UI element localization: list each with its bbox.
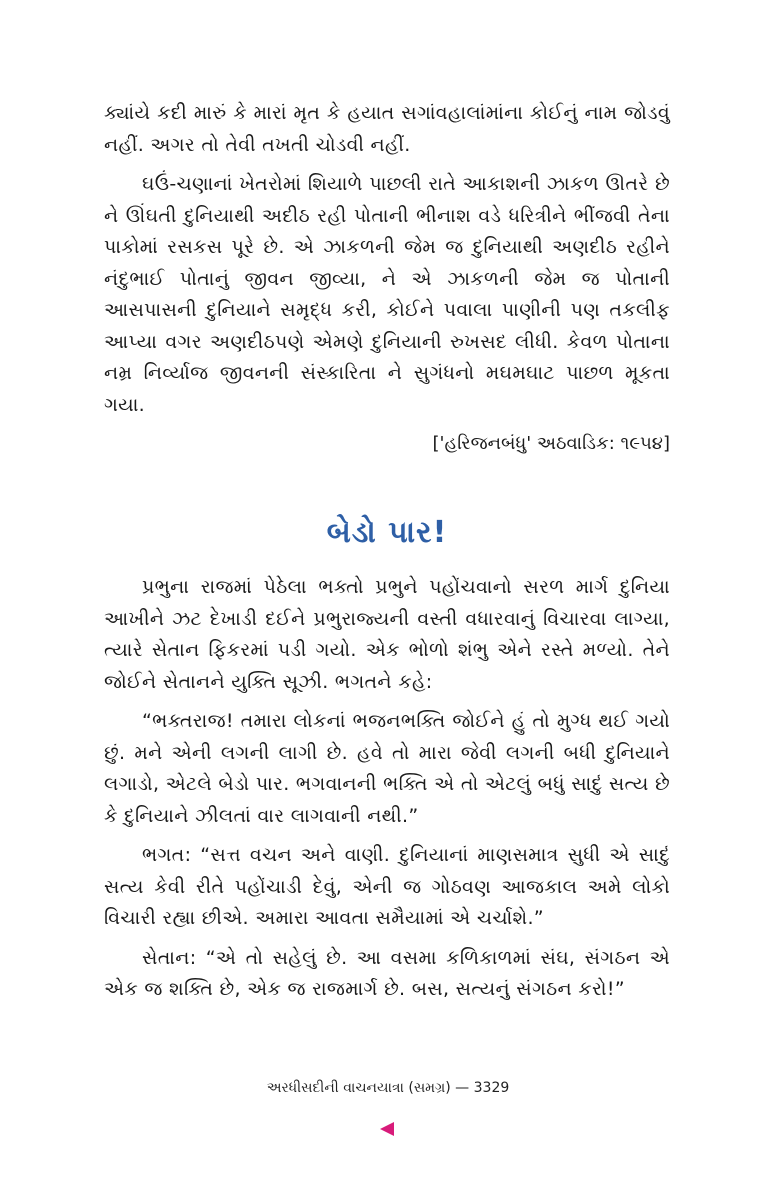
paragraph-dew: ઘઉં-ચણાનાં ખેતરોમાં શિયાળે પાછલી રાતે આકાશની ઝાકળ ઊતરે છે ને ઊંઘતી દુનિયાથી અદીઠ રહી પોતાની ભીનાશ વડે ધરિત્રીને ભીંજવી તેના પાકોમાં રસકસ પૂરે છે. એ ઝાકળની જેમ જ દુનિયાથી અણદીઠ રહીને નંદુભાઈ પોતાનું જીવન જીવ્યા, ને એ ઝાકળની જેમ જ પોતાની આસપાસની દુનિયાને સમૃદ્ધ કરી, કોઈને પવાલા પાણીની પણ તકલીફ આપ્યા વગર અણદીઠપણે એમણે દુનિયાની રુખસદ લીધી. કેવળ પોતાના નમ્ર નિર્વ્યાજ જીવનની સંસ્કારિતા ને સુગંધનો મઘમઘાટ પાછળ મૂકતા ગયા. (104, 173, 670, 416)
left-triangle-icon[interactable] (380, 1122, 394, 1136)
page-footer: અરધીસદીની વાચનયાત્રા (સમગ્ર) — 3329 (266, 1080, 510, 1096)
source-citation: ['હરિજનબંધુ' અઠવાડિક: ૧૯૫૪] (432, 433, 670, 454)
section-title: બેડો પાર! (326, 515, 448, 550)
paragraph-intro: પ્રભુના રાજમાં પેઠેલા ભક્તો પ્રભુને પહોંચવાનો સરળ માર્ગ દુનિયા આખીને ઝટ દેખાડી દઈને પ્રભુરાજ્યની વસ્તી વધારવાનું વિચારવા લાગ્યા, ત્યારે સેતાન ફિકરમાં પડી ગયો. એક ભોળો શંભુ એને રસ્તે મળ્યો. તેને જોઈને સેતાનને યુક્તિ સૂઝી. ભગતને કહે: (104, 576, 670, 693)
paragraph-satan-reply: સેતાન: “એ તો સહેલું છે. આ વસમા કળિકાળમાં સંઘ, સંગઠન એ એક જ શક્તિ છે, એક જ રાજમાર્ગ છે. બસ, સત્યનું સંગઠન કરો!” (104, 946, 670, 1000)
paragraph-bhagat-reply: ભગત: “સત્ત વચન અને વાણી. દુનિયાનાં માણસમાત્ર સુધી એ સાદું સત્ય કેવી રીતે પહોંચાડી દેવું, એની જ ગોઠવણ આજકાલ અમે લોકો વિચારી રહ્યા છીએ. અમારા આવતા સમૈયામાં એ ચર્ચાશે.” (104, 844, 670, 929)
paragraph-continued: ક્યાંયે કદી મારું કે મારાં મૃત કે હયાત સગાંવહાલાંમાંના કોઈનું નામ જોડવું નહીં. અગર તો તેવી તખતી ચોડવી નહીં. (104, 102, 670, 156)
paragraph-satan-speech: “ભક્તરાજ! તમારા લોકનાં ભજનભક્તિ જોઈને હું તો મુગ્ધ થઈ ગયો છું. મને એની લગની લાગી છે. હવે તો મારા જેવી લગની બધી દુનિયાને લગાડો, એટલે બેડો પાર. ભગવાનની ભક્તિ એ તો એટલું બધું સાદું સત્ય છે કે દુનિયાને ઝીલતાં વાર લાગવાની નથી.” (104, 710, 670, 827)
page-body (104, 98, 670, 1014)
